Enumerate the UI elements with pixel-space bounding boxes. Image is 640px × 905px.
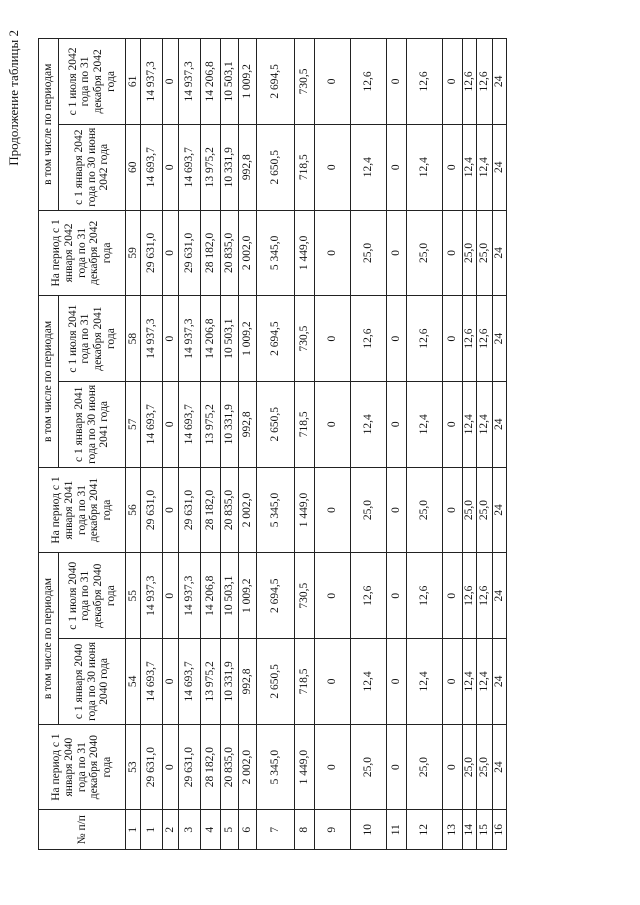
header-h1-2042: с 1 января 2042 года по 30 июня 2042 года bbox=[59, 124, 126, 210]
row-number: 1 bbox=[141, 810, 163, 850]
table-cell: 24 bbox=[493, 296, 507, 382]
table-cell: 12,6 bbox=[407, 553, 443, 639]
table-row bbox=[351, 39, 387, 850]
table-cell: 14 937,3 bbox=[141, 553, 163, 639]
table-cell: 14 937,3 bbox=[179, 39, 201, 125]
table-cell: 10 331,9 bbox=[221, 381, 239, 467]
table-cell: 24 bbox=[493, 467, 507, 553]
table-cell: 730,5 bbox=[295, 553, 315, 639]
table-cell: 14 693,7 bbox=[179, 381, 201, 467]
row-number: 10 bbox=[351, 810, 387, 850]
col-number: 55 bbox=[126, 553, 141, 639]
table-cell: 12,4 bbox=[351, 639, 387, 725]
row-number: 5 bbox=[221, 810, 239, 850]
table-cell: 14 206,8 bbox=[201, 296, 221, 382]
table-cell: 25,0 bbox=[351, 210, 387, 296]
table-row bbox=[257, 39, 295, 850]
table-cell: 12,6 bbox=[351, 39, 387, 125]
table-row bbox=[295, 39, 315, 850]
table-cell: 2 650,5 bbox=[257, 124, 295, 210]
table-cell: 0 bbox=[443, 639, 463, 725]
table-cell: 0 bbox=[163, 467, 179, 553]
table-cell: 29 631,0 bbox=[141, 724, 163, 810]
table-cell: 12,4 bbox=[351, 381, 387, 467]
table-cell: 1 449,0 bbox=[295, 724, 315, 810]
table-cell: 0 bbox=[443, 39, 463, 125]
table-cell: 12,4 bbox=[463, 124, 477, 210]
table-row bbox=[477, 39, 493, 850]
table-cell: 12,4 bbox=[407, 381, 443, 467]
header-num: № п/п bbox=[39, 810, 126, 850]
table-cell: 12,4 bbox=[477, 381, 493, 467]
row-number: 2 bbox=[163, 810, 179, 850]
table-cell: 0 bbox=[315, 553, 351, 639]
row-number: 16 bbox=[493, 810, 507, 850]
table-cell: 0 bbox=[387, 639, 407, 725]
col-number: 61 bbox=[126, 39, 141, 125]
table-cell: 28 182,0 bbox=[201, 467, 221, 553]
table-cell: 0 bbox=[315, 639, 351, 725]
header-incl-2040: в том числе по периодам bbox=[39, 553, 59, 724]
table-cell: 14 937,3 bbox=[141, 296, 163, 382]
table-cell: 14 937,3 bbox=[179, 553, 201, 639]
table-row bbox=[407, 39, 443, 850]
table-cell: 0 bbox=[163, 724, 179, 810]
table-cell: 24 bbox=[493, 124, 507, 210]
table-cell: 0 bbox=[387, 553, 407, 639]
row-number: 6 bbox=[239, 810, 257, 850]
table-cell: 24 bbox=[493, 553, 507, 639]
table-cell: 12,4 bbox=[463, 381, 477, 467]
table-row bbox=[315, 39, 351, 850]
table-cell: 0 bbox=[387, 210, 407, 296]
header-h1-2041: с 1 января 2041 года по 30 июня 2041 года bbox=[59, 381, 126, 467]
table-cell: 0 bbox=[443, 724, 463, 810]
row-number: 4 bbox=[201, 810, 221, 850]
table-cell: 14 693,7 bbox=[179, 639, 201, 725]
table-cell: 12,6 bbox=[463, 553, 477, 639]
table-cell: 29 631,0 bbox=[179, 724, 201, 810]
table-cell: 12,4 bbox=[463, 639, 477, 725]
table-cell: 24 bbox=[493, 724, 507, 810]
table-row bbox=[163, 39, 179, 850]
table-cell: 0 bbox=[387, 296, 407, 382]
table-cell: 25,0 bbox=[477, 210, 493, 296]
table-cell: 0 bbox=[163, 296, 179, 382]
table-cell: 0 bbox=[163, 381, 179, 467]
table-cell: 12,6 bbox=[477, 39, 493, 125]
table-cell: 14 693,7 bbox=[141, 381, 163, 467]
table-row bbox=[463, 39, 477, 850]
table-row bbox=[201, 39, 221, 850]
table-cell: 5 345,0 bbox=[257, 724, 295, 810]
table-row bbox=[221, 39, 239, 850]
table-cell: 14 206,8 bbox=[201, 553, 221, 639]
table-cell: 25,0 bbox=[477, 724, 493, 810]
table-cell: 24 bbox=[493, 381, 507, 467]
col-number: 60 bbox=[126, 124, 141, 210]
table-row bbox=[141, 39, 163, 850]
table-cell: 10 503,1 bbox=[221, 296, 239, 382]
table-cell: 12,6 bbox=[477, 553, 493, 639]
table-cell: 2 694,5 bbox=[257, 39, 295, 125]
table-cell: 14 693,7 bbox=[179, 124, 201, 210]
table-cell: 0 bbox=[443, 467, 463, 553]
table-cell: 0 bbox=[387, 39, 407, 125]
col-number: 1 bbox=[126, 810, 141, 850]
table-body bbox=[141, 39, 507, 850]
row-number: 12 bbox=[407, 810, 443, 850]
table-cell: 10 503,1 bbox=[221, 553, 239, 639]
header-incl-2041: в том числе по периодам bbox=[39, 296, 59, 467]
header-h2-2042: с 1 июля 2042 года по 31 декабря 2042 года bbox=[59, 39, 126, 125]
col-number: 57 bbox=[126, 381, 141, 467]
table-cell: 12,6 bbox=[351, 296, 387, 382]
table-cell: 25,0 bbox=[407, 724, 443, 810]
row-number: 11 bbox=[387, 810, 407, 850]
table-cell: 0 bbox=[163, 124, 179, 210]
table-cell: 1 449,0 bbox=[295, 210, 315, 296]
table-row bbox=[387, 39, 407, 850]
table-row bbox=[493, 39, 507, 850]
table-cell: 0 bbox=[315, 724, 351, 810]
table-cell: 1 449,0 bbox=[295, 467, 315, 553]
table-cell: 13 975,2 bbox=[201, 639, 221, 725]
table-cell: 0 bbox=[315, 381, 351, 467]
table-cell: 13 975,2 bbox=[201, 124, 221, 210]
col-number: 53 bbox=[126, 724, 141, 810]
table-cell: 718,5 bbox=[295, 381, 315, 467]
table-cell: 29 631,0 bbox=[141, 467, 163, 553]
header-period-2042: На период с 1 января 2042 года по 31 декабря 2042 года bbox=[39, 210, 126, 296]
table-cell: 14 693,7 bbox=[141, 124, 163, 210]
table-row bbox=[443, 39, 463, 850]
table-cell: 0 bbox=[315, 210, 351, 296]
table-cell: 0 bbox=[443, 124, 463, 210]
table-cell: 12,6 bbox=[463, 39, 477, 125]
table-cell: 0 bbox=[163, 210, 179, 296]
table-cell: 28 182,0 bbox=[201, 210, 221, 296]
table-cell: 0 bbox=[387, 467, 407, 553]
col-number: 56 bbox=[126, 467, 141, 553]
table-cell: 0 bbox=[443, 381, 463, 467]
table-cell: 24 bbox=[493, 639, 507, 725]
table-cell: 24 bbox=[493, 210, 507, 296]
table-cell: 29 631,0 bbox=[179, 467, 201, 553]
table-cell: 0 bbox=[315, 467, 351, 553]
table-cell: 25,0 bbox=[463, 210, 477, 296]
table-cell: 992,8 bbox=[239, 639, 257, 725]
header-period-2040: На период с 1 января 2040 года по 31 декабря 2040 года bbox=[39, 724, 126, 810]
table-cell: 2 002,0 bbox=[239, 210, 257, 296]
table-cell: 12,4 bbox=[407, 124, 443, 210]
row-number: 7 bbox=[257, 810, 295, 850]
table-cell: 12,6 bbox=[477, 296, 493, 382]
table-cell: 12,6 bbox=[407, 39, 443, 125]
header-period-2041: На период с 1 января 2041 года по 31 декабря 2041 года bbox=[39, 467, 126, 553]
table-cell: 0 bbox=[387, 381, 407, 467]
table-cell: 13 975,2 bbox=[201, 381, 221, 467]
table-cell: 2 002,0 bbox=[239, 467, 257, 553]
col-number: 54 bbox=[126, 639, 141, 725]
table-cell: 730,5 bbox=[295, 296, 315, 382]
row-number: 8 bbox=[295, 810, 315, 850]
table-cell: 718,5 bbox=[295, 124, 315, 210]
header-h1-2040: с 1 января 2040 года по 30 июня 2040 года bbox=[59, 639, 126, 725]
table-cell: 718,5 bbox=[295, 639, 315, 725]
table-cell: 0 bbox=[387, 124, 407, 210]
table-cell: 10 331,9 bbox=[221, 639, 239, 725]
row-number: 13 bbox=[443, 810, 463, 850]
table-cell: 2 694,5 bbox=[257, 553, 295, 639]
table-cell: 730,5 bbox=[295, 39, 315, 125]
table-cell: 0 bbox=[163, 39, 179, 125]
table-cell: 25,0 bbox=[351, 467, 387, 553]
row-number: 9 bbox=[315, 810, 351, 850]
row-number: 15 bbox=[477, 810, 493, 850]
table-cell: 12,4 bbox=[407, 639, 443, 725]
table-cell: 2 002,0 bbox=[239, 724, 257, 810]
table-cell: 1 009,2 bbox=[239, 553, 257, 639]
table-cell: 29 631,0 bbox=[141, 210, 163, 296]
row-number: 3 bbox=[179, 810, 201, 850]
table-cell: 28 182,0 bbox=[201, 724, 221, 810]
table-caption: Продолжение таблицы 2 bbox=[6, 30, 21, 166]
table-cell: 25,0 bbox=[407, 467, 443, 553]
header-h2-2040: с 1 июля 2040 года по 31 декабря 2040 года bbox=[59, 553, 126, 639]
table-cell: 29 631,0 bbox=[179, 210, 201, 296]
table-cell: 0 bbox=[443, 296, 463, 382]
table-cell: 0 bbox=[443, 210, 463, 296]
table-cell: 12,4 bbox=[351, 124, 387, 210]
table-cell: 1 009,2 bbox=[239, 296, 257, 382]
table-cell: 12,6 bbox=[407, 296, 443, 382]
table-cell: 20 835,0 bbox=[221, 467, 239, 553]
data-table bbox=[38, 38, 507, 850]
table-cell: 2 694,5 bbox=[257, 296, 295, 382]
header-h2-2041: с 1 июля 2041 года по 31 декабря 2041 года bbox=[59, 296, 126, 382]
table-cell: 14 937,3 bbox=[141, 39, 163, 125]
table-cell: 20 835,0 bbox=[221, 724, 239, 810]
header-incl-2042: в том числе по периодам bbox=[39, 39, 59, 211]
col-number: 58 bbox=[126, 296, 141, 382]
table-cell: 14 937,3 bbox=[179, 296, 201, 382]
table-cell: 25,0 bbox=[463, 724, 477, 810]
table-row bbox=[239, 39, 257, 850]
table-cell: 20 835,0 bbox=[221, 210, 239, 296]
table-cell: 0 bbox=[315, 124, 351, 210]
table-row bbox=[179, 39, 201, 850]
table-cell: 24 bbox=[493, 39, 507, 125]
table-cell: 12,6 bbox=[463, 296, 477, 382]
table-cell: 5 345,0 bbox=[257, 210, 295, 296]
col-number: 59 bbox=[126, 210, 141, 296]
table-cell: 992,8 bbox=[239, 381, 257, 467]
table-cell: 0 bbox=[163, 639, 179, 725]
table-cell: 25,0 bbox=[477, 467, 493, 553]
table-cell: 0 bbox=[443, 553, 463, 639]
table-cell: 2 650,5 bbox=[257, 639, 295, 725]
table-cell: 2 650,5 bbox=[257, 381, 295, 467]
table-cell: 14 206,8 bbox=[201, 39, 221, 125]
table-cell: 0 bbox=[387, 724, 407, 810]
table-cell: 25,0 bbox=[463, 467, 477, 553]
table-cell: 12,4 bbox=[477, 639, 493, 725]
table-cell: 992,8 bbox=[239, 124, 257, 210]
table-cell: 25,0 bbox=[351, 724, 387, 810]
table-cell: 0 bbox=[315, 296, 351, 382]
table-cell: 25,0 bbox=[407, 210, 443, 296]
table-cell: 5 345,0 bbox=[257, 467, 295, 553]
table-cell: 14 693,7 bbox=[141, 639, 163, 725]
table-cell: 10 503,1 bbox=[221, 39, 239, 125]
row-number: 14 bbox=[463, 810, 477, 850]
table-cell: 0 bbox=[315, 39, 351, 125]
table-cell: 12,6 bbox=[351, 553, 387, 639]
table-cell: 10 331,9 bbox=[221, 124, 239, 210]
table-cell: 1 009,2 bbox=[239, 39, 257, 125]
table-cell: 12,4 bbox=[477, 124, 493, 210]
table-cell: 0 bbox=[163, 553, 179, 639]
